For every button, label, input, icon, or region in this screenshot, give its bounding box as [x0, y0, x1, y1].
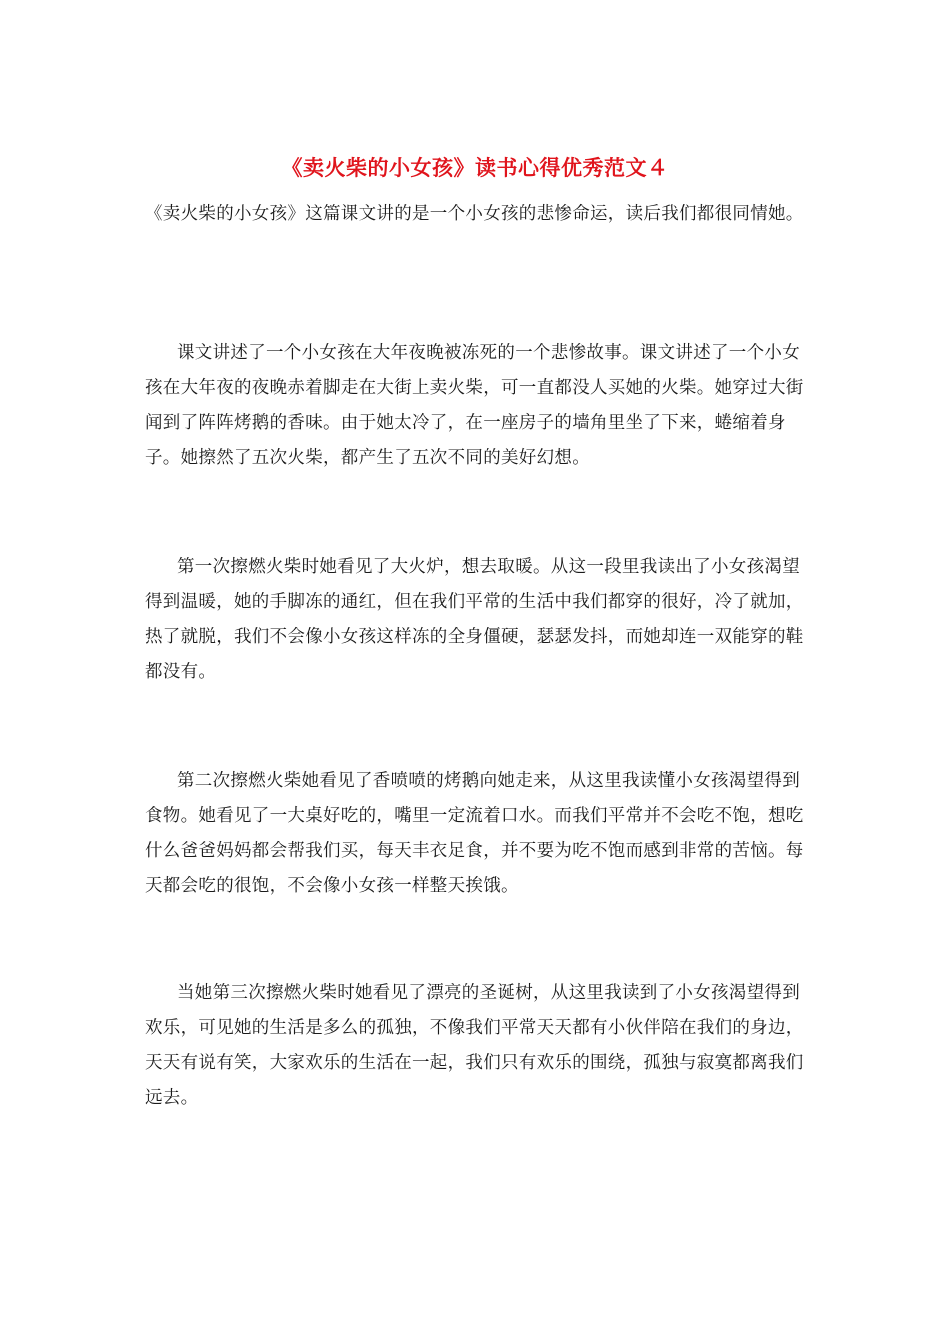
body-paragraph-4: 当她第三次擦燃火柴时她看见了漂亮的圣诞树，从这里我读到了小女孩渴望得到欢乐，可见她的生活是多么的孤独，不像我们平常天天都有小伙伴陪在我们的身边，天天有说有笑，大家欢乐的生活在一起，我们只有欢乐的围绕，孤独与寂寞都离我们远去。 [145, 983, 804, 1108]
body-paragraph-2: 第一次擦燃火柴时她看见了大火炉，想去取暖。从这一段里我读出了小女孩渴望得到温暖，她的手脚冻的通红，但在我们平常的生活中我们都穿的很好，冷了就加，热了就脱，我们不会像小女孩这样冻的全身僵硬，瑟瑟发抖，而她却连一双能穿的鞋都没有。 [145, 557, 804, 682]
page-title: 《卖火柴的小女孩》读书心得优秀范文４ [281, 155, 669, 180]
intro-paragraph: 《卖火柴的小女孩》这篇课文讲的是一个小女孩的悲惨命运，读后我们都很同情她。 [145, 204, 804, 224]
body-paragraph-1: 课文讲述了一个小女孩在大年夜晚被冻死的一个悲惨故事。课文讲述了一个小女孩在大年夜的夜晚赤着脚走在大街上卖火柴，可一直都没人买她的火柴。她穿过大街闻到了阵阵烤鹅的香味。由于她太冷了，在一座房子的墙角里坐了下来，蜷缩着身子。她擦然了五次火柴，都产生了五次不同的美好幻想。 [145, 343, 804, 468]
body-paragraph-3: 第二次擦燃火柴她看见了香喷喷的烤鹅向她走来，从这里我读懂小女孩渴望得到食物。她看见了一大桌好吃的，嘴里一定流着口水。而我们平常并不会吃不饱，想吃什么爸爸妈妈都会帮我们买，每天丰衣足食，并不要为吃不饱而感到非常的苦恼。每天都会吃的很饱，不会像小女孩一样整天挨饿。 [145, 771, 804, 896]
